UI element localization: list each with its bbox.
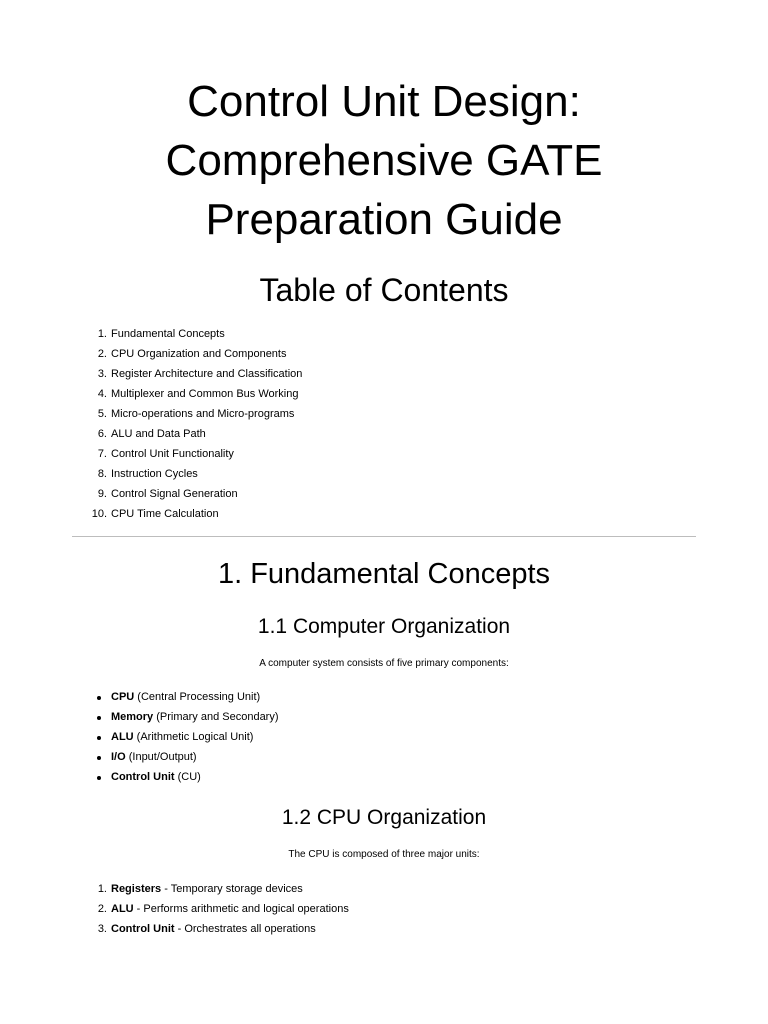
toc-item-number: 6. bbox=[97, 428, 107, 440]
list-item bbox=[0, 727, 768, 747]
title-line-1: Control Unit Design: bbox=[187, 77, 581, 126]
list-item-term: Control Unit bbox=[111, 923, 175, 935]
bullet-icon bbox=[97, 716, 101, 720]
subsection-heading-computer-organization: 1.1 Computer Organization bbox=[257, 615, 511, 638]
toc-heading: Table of Contents bbox=[259, 272, 509, 308]
subsection-heading-cpu-organization: 1.2 CPU Organization bbox=[281, 806, 487, 829]
list-item-desc: - Temporary storage devices bbox=[161, 883, 303, 895]
toc-item-label: Control Unit Functionality bbox=[111, 448, 234, 460]
list-item-term: I/O bbox=[111, 751, 126, 763]
toc-item-number: 2. bbox=[97, 348, 107, 360]
list-item-term: ALU bbox=[111, 731, 134, 743]
list-item-desc: (Central Processing Unit) bbox=[134, 691, 261, 703]
list-item-desc: - Orchestrates all operations bbox=[174, 923, 316, 935]
list-item bbox=[0, 919, 768, 939]
bullet-icon bbox=[97, 736, 101, 740]
bullet-icon bbox=[97, 696, 101, 700]
toc-item-number: 4. bbox=[97, 388, 107, 400]
toc-item-label: Control Signal Generation bbox=[111, 488, 238, 500]
list-item-term: Registers bbox=[111, 883, 162, 895]
toc-item-number: 8. bbox=[97, 468, 107, 480]
list-item-number: 3. bbox=[97, 923, 107, 935]
title-line-3: Preparation Guide bbox=[205, 195, 563, 244]
list-item-term: ALU bbox=[111, 903, 134, 915]
toc-item[interactable] bbox=[0, 504, 768, 524]
toc-item[interactable] bbox=[0, 424, 768, 444]
toc-item[interactable] bbox=[0, 344, 768, 364]
toc-item-number: 10. bbox=[91, 508, 107, 520]
title-line-2: Comprehensive GATE bbox=[165, 136, 603, 185]
list-item bbox=[0, 707, 768, 727]
toc-item[interactable] bbox=[0, 324, 768, 344]
list-item bbox=[0, 767, 768, 787]
toc-item-number: 9. bbox=[97, 488, 107, 500]
toc-item[interactable] bbox=[0, 464, 768, 484]
toc-item-label: ALU and Data Path bbox=[111, 428, 206, 440]
toc-item-number: 7. bbox=[97, 448, 107, 460]
list-item bbox=[0, 687, 768, 707]
list-item-term: Memory bbox=[111, 711, 154, 723]
document-title bbox=[0, 72, 768, 249]
section-divider bbox=[72, 536, 696, 537]
toc-item-number: 5. bbox=[97, 408, 107, 420]
list-item-desc: (Input/Output) bbox=[125, 751, 197, 763]
toc-item-number: 3. bbox=[97, 368, 107, 380]
toc-item[interactable] bbox=[0, 384, 768, 404]
toc-list bbox=[0, 324, 768, 524]
list-item-desc: (Primary and Secondary) bbox=[153, 711, 279, 723]
list-item-number: 2. bbox=[97, 903, 107, 915]
section-heading-fundamental-concepts: 1. Fundamental Concepts bbox=[217, 558, 551, 590]
list-item-desc: (CU) bbox=[174, 771, 201, 783]
components-list bbox=[0, 687, 768, 787]
toc-item[interactable] bbox=[0, 364, 768, 384]
toc-item[interactable] bbox=[0, 444, 768, 464]
toc-item-label: Register Architecture and Classification bbox=[111, 368, 303, 380]
toc-item-label: CPU Time Calculation bbox=[111, 508, 219, 520]
list-item bbox=[0, 899, 768, 919]
list-item-desc: (Arithmetic Logical Unit) bbox=[133, 731, 254, 743]
toc-item[interactable] bbox=[0, 484, 768, 504]
toc-item-number: 1. bbox=[97, 328, 107, 340]
list-item-number: 1. bbox=[97, 883, 107, 895]
list-item bbox=[0, 747, 768, 767]
toc-item[interactable] bbox=[0, 404, 768, 424]
cpu-organization-intro: The CPU is composed of three major units: bbox=[288, 849, 480, 860]
list-item bbox=[0, 879, 768, 899]
bullet-icon bbox=[97, 776, 101, 780]
toc-item-label: Micro-operations and Micro-programs bbox=[111, 408, 295, 420]
toc-item-label: CPU Organization and Components bbox=[111, 348, 287, 360]
toc-item-label: Fundamental Concepts bbox=[111, 328, 225, 340]
list-item-term: Control Unit bbox=[111, 771, 175, 783]
list-item-term: CPU bbox=[111, 691, 135, 703]
cpu-units-list bbox=[0, 879, 768, 939]
computer-organization-intro: A computer system consists of five primary components: bbox=[259, 658, 509, 669]
toc-item-label: Instruction Cycles bbox=[111, 468, 198, 480]
toc-item-label: Multiplexer and Common Bus Working bbox=[111, 388, 299, 400]
list-item-desc: - Performs arithmetic and logical operations bbox=[133, 903, 349, 915]
bullet-icon bbox=[97, 756, 101, 760]
